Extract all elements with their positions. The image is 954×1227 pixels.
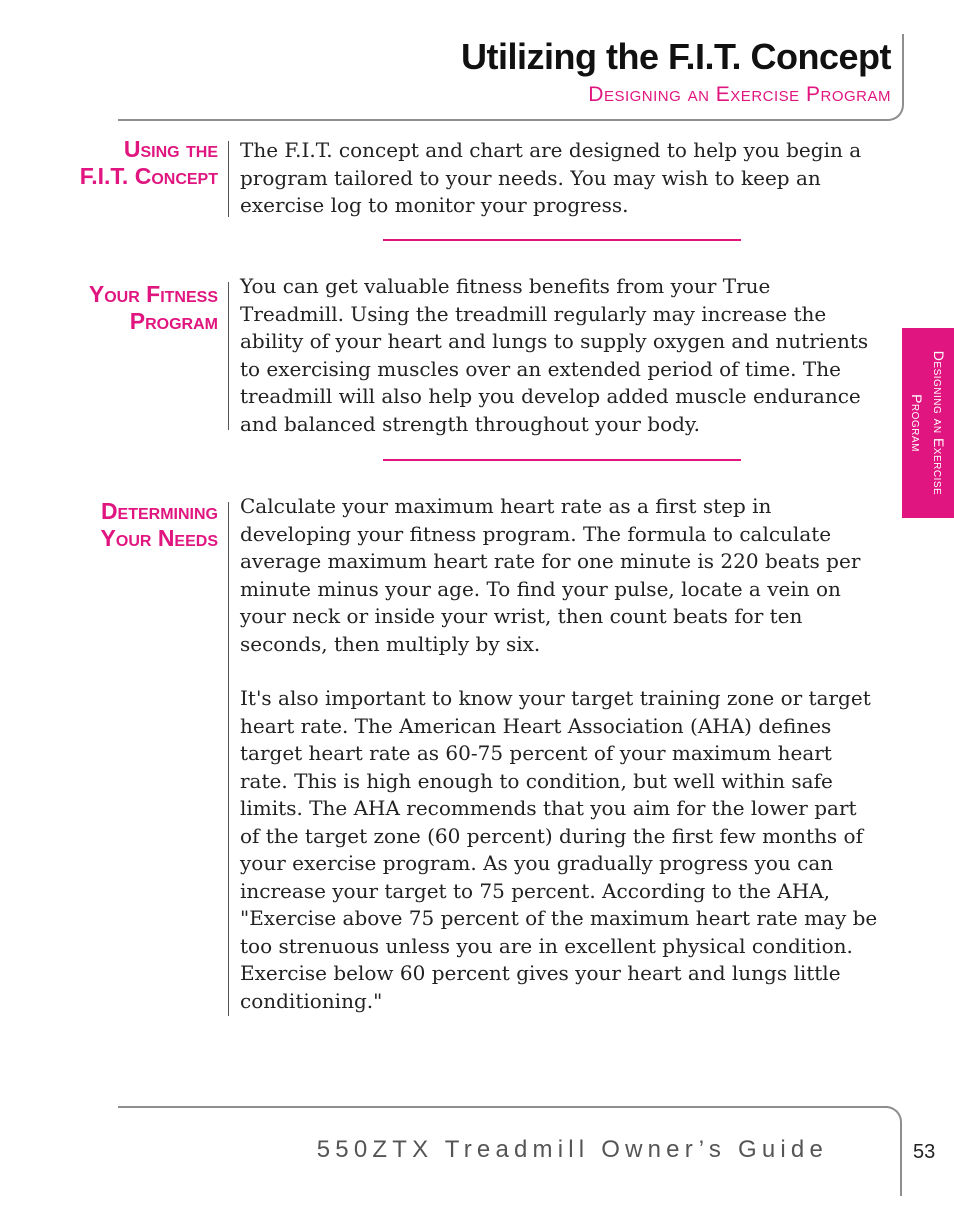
section-heading-determining-your-needs — [101, 498, 218, 552]
section-paragraph: You can get valuable fitness benefits from your True Treadmill. Using the treadmill regularly may increase the ability of your heart and lungs to supply oxygen and nutrients to exercising muscles over an extended period of time. The treadmill will also help you develop added muscle endurance and balanced strength throughout your body. — [240, 274, 869, 436]
side-chapter-tab — [902, 328, 954, 518]
side-tab-label — [906, 351, 950, 495]
section-heading-using-fit-concept — [80, 136, 218, 190]
page-subtitle: Designing an Exercise Program — [588, 83, 891, 106]
section-vertical-rule — [228, 502, 229, 1016]
section-heading-line: Your Fitness — [88, 281, 218, 307]
section-heading-line: Determining — [100, 498, 218, 524]
section-paragraph: It's also important to know your target training zone or target heart rate. The American Heart Association (AHA) defines target heart rate as 60-75 percent of your maximum heart rate. This is high enough to condition, but well within safe limits. The AHA recommends that you aim for the lower part of the target zone (60 percent) during the first few months of your exercise program. As you gradually progress you can increase your target to 75 percent. According to the AHA, "Exercise above 75 percent of the maximum heart rate may be too strenuous unless you are in excellent physical condition. Exercise below 60 percent gives your heart and lungs little conditioning." — [240, 686, 878, 1013]
section-vertical-rule — [228, 282, 229, 430]
section-heading-line: F.I.T. Concept — [79, 163, 218, 189]
page-number: 53 — [913, 1141, 936, 1163]
side-tab-line: Program — [909, 394, 925, 452]
section-paragraph: The F.I.T. concept and chart are designed to help you begin a program tailored to your needs. You may wish to keep an exercise log to monitor your progress. — [240, 138, 862, 217]
page-title: Utilizing the F.I.T. Concept — [461, 36, 891, 77]
footer-rule — [118, 1106, 888, 1108]
section-vertical-rule — [228, 141, 229, 217]
side-tab-line: Designing an Exercise — [931, 350, 947, 496]
section-paragraph: Calculate your maximum heart rate as a first step in developing your fitness program. The formula to calculate average maximum heart rate for one minute is 220 beats per minute minus your age. To find your pulse, locate a vein on your neck or inside your wrist, then count beats for ten seconds, then multiply by six. — [240, 494, 861, 656]
footer-frame-corner — [876, 1106, 902, 1196]
section-divider — [383, 239, 741, 241]
header-rule — [118, 119, 878, 121]
section-heading-line: Using the — [123, 136, 218, 162]
footer-guide-title: 550ZTX Treadmill Owner’s Guide — [316, 1136, 828, 1163]
section-heading-line: Program — [129, 308, 218, 334]
section-divider — [383, 459, 741, 461]
section-heading-line: Your Needs — [100, 525, 218, 551]
section-heading-your-fitness-program — [89, 281, 218, 335]
